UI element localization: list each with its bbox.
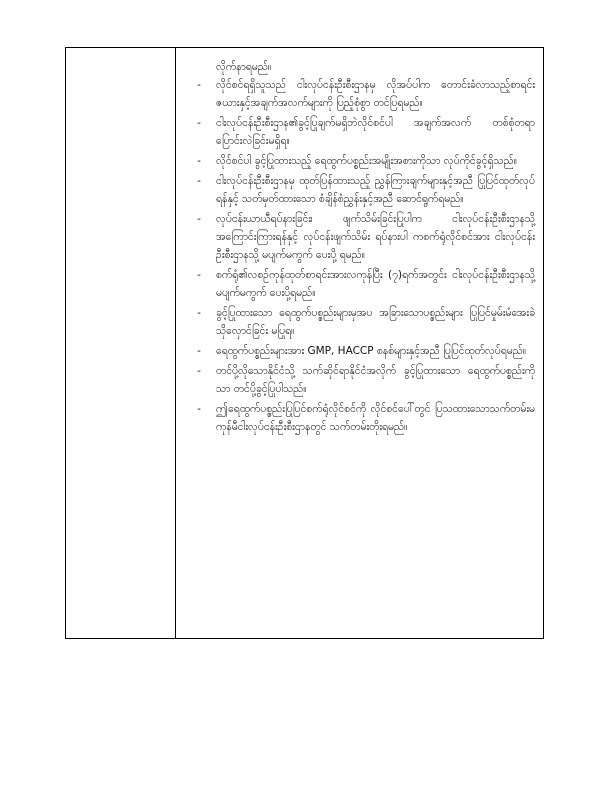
conditions-list xyxy=(176,76,535,436)
list-item xyxy=(176,76,535,112)
list-item xyxy=(176,342,535,360)
list-item xyxy=(176,400,535,436)
bullet-dash: - xyxy=(197,403,201,415)
bullet-dash: - xyxy=(197,213,201,225)
table-right-cell xyxy=(176,58,535,438)
list-item-text: တင်ပို့လိုသောနိုင်ငံသို့ သက်ဆိုင်ရာနိုင်ငံအလိုက် ခွင့်ပြုထားသော ရေထွက်ပစ္စည်းကိုသာ တင်ပို့ခွင့်ပြုပါသည်။ xyxy=(216,365,535,395)
list-item xyxy=(176,114,535,150)
list-item-text: ငါးလုပ်ငန်းဦးစီးဌာန၏ခွင့်ပြုချက်မရှိဘဲလိုင်စင်ပါ အချက်အလက် တစ်စုံတရာပြောင်းလဲခြင်းမရှိရ။ xyxy=(216,117,535,147)
list-item-text: ဤရေထွက်ပစ္စည်းပြုပြင်စက်ရုံလိုင်စင်ကို လိုင်စင်ပေါ်တွင် ပြသထားသောသက်တမ်းမကုန်မီငါးလုပ်ငန်းဦးစီးဌာနတွင် သက်တမ်းတိုးရမည်။ xyxy=(216,403,535,433)
list-item-text: ငါးလုပ်ငန်းဦးစီးဌာနမှ ထုတ်ပြန်ထားသည့် ညွှန်ကြားချက်များနှင့်အညီ ပြုပြင်ထုတ်လုပ်ရန်နှင့် သတ်မှတ်ထားသော စံချိန်စံညွှန်းနှင့်အညီ ဆောင်ရွက်ရမည်။ xyxy=(216,175,535,205)
list-item xyxy=(176,210,535,264)
list-item xyxy=(176,304,535,340)
list-item-text: လိုင်စင်ရရှိသူသည် ငါးလုပ်ငန်းဦးစီးဌာနမှ လိုအပ်ပါက တောင်းခံလာသည့်စာရင်းဇယားနှင့်အချက်အလက်များကို ပြည့်စုံစွာ တင်ပြရမည်။ xyxy=(216,79,535,109)
bullet-dash: - xyxy=(197,365,201,377)
continued-text: လိုက်နာရမည်။ xyxy=(216,61,272,73)
list-item-text: ရေထွက်ပစ္စည်းများအား GMP, HACCP စနစ်များနှင့်အညီ ပြုပြင်ထုတ်လုပ်ရမည်။ xyxy=(216,345,527,357)
list-item xyxy=(176,172,535,208)
bullet-dash: - xyxy=(197,269,201,281)
list-item xyxy=(176,152,535,170)
list-item xyxy=(176,362,535,398)
list-item-text: စက်ရုံ၏လစဉ်ကုန်ထုတ်စာရင်းအားလကုန်ပြီး (၇)ရက်အတွင်း ငါးလုပ်ငန်းဦးစီးဌာနသို့မပျက်မကွက် ပေးပို့ရမည်။ xyxy=(216,269,535,299)
list-item-text: လုပ်ငန်းယာယီရပ်နားခြင်း၊ ဖျက်သိမ်းခြင်းပြုပါက ငါးလုပ်ငန်းဦးစီးဌာနသို့ အကြောင်းကြားရန်နှင့် လုပ်ငန်းဖျက်သိမ်း ရပ်နားပါ ကစက်ရုံလိုင်စင်အား ငါးလုပ်ငန်းဦးစီးဌာနသို့ မပျက်မကွက် ပေးပို့ ရမည်။ xyxy=(216,213,535,261)
bullet-dash: - xyxy=(197,175,201,187)
list-item xyxy=(176,266,535,302)
bullet-dash: - xyxy=(197,345,201,357)
bullet-dash: - xyxy=(197,307,201,319)
bullet-dash: - xyxy=(197,117,201,129)
document-table xyxy=(65,47,544,639)
list-item-text: ခွင့်ပြုထားသော ရေထွက်ပစ္စည်းများမှအပ အခြားသောပစ္စည်းများ ပြုပြင်မှုမ်းမံအေးခဲသိုလှောင်ခြင်း မပြုရ။ xyxy=(216,307,535,337)
table-left-cell xyxy=(66,48,175,638)
bullet-dash: - xyxy=(197,79,201,91)
list-item-text: လိုင်စင်ပါ ခွင့်ပြုထားသည့် ရေထွက်ပစ္စည်းအမျိုးအစားကိုသာ လုပ်ကိုင်ခွင့်ရှိသည်။ xyxy=(216,155,517,167)
bullet-dash: - xyxy=(197,155,201,167)
